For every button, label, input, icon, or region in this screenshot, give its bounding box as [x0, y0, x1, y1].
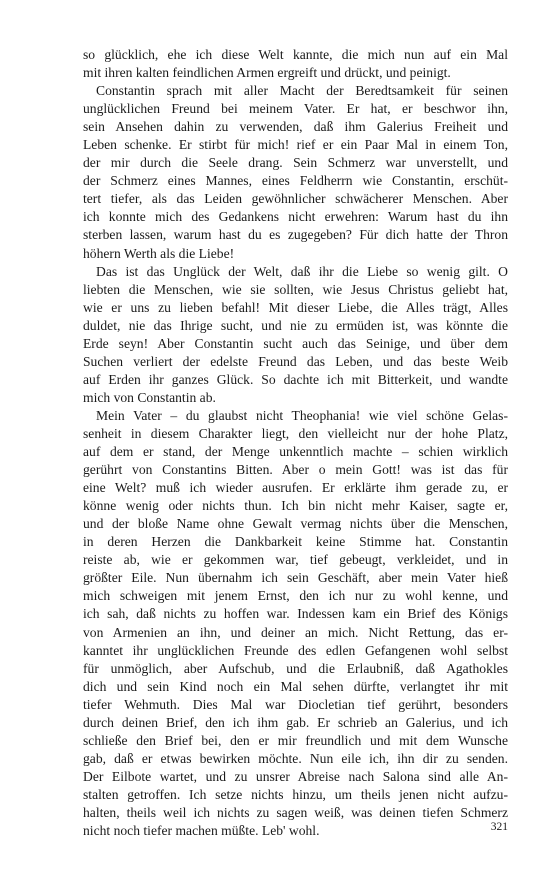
text-line: wie er uns zu lieben befahl! Mit dieser Liebe, die Alles trägt, Alles	[83, 299, 508, 315]
text-line: größter Eile. Nun übernahm ich sein Geschäft, aber mein Vater hieß	[83, 570, 508, 586]
text-line: könne wenig oder nichts thun. Ich bin nicht mehr Kaiser, sagte er,	[83, 498, 508, 514]
text-line: der mir durch die Seele drang. Sein Schmerz war unverstellt, und	[83, 155, 508, 171]
text-line: ich sah, daß nichts zu hoffen war. Indessen kam ein Brief des Königs	[83, 606, 508, 622]
text-line: ich konnte mich des Gedankens nicht erwehren: Warum hast du ihn	[83, 209, 508, 225]
text-line: so glücklich, ehe ich diese Welt kannte, die mich nun auf ein Mal	[83, 47, 508, 62]
text-line: Mein Vater – du glaubst nicht Theophania! wie viel schöne Gelas-	[96, 407, 508, 423]
text-line: sterben lassen, warum hast du es zugegeben? Für dich hatte der Thron	[83, 227, 508, 243]
text-line: von Armenien an ihn, und deiner an mich. Nicht Rettung, das er-	[83, 624, 508, 640]
page-number: 321	[490, 821, 508, 833]
text-line: der Schmerz eines Mannes, eines Feldherrn wie Constantin, erschüt-	[83, 173, 508, 189]
text-line: unglücklichen Freund bei meinem Vater. Er hat, er beschwor ihn,	[83, 101, 508, 117]
text-line: duldet, nie das Ihrige sucht, und nie zu ermüden ist, was könnte die	[83, 317, 508, 333]
text-line: kanntet ihr unglücklichen Freunde des edlen Gefangenen wohl selbst	[83, 642, 508, 658]
paragraph	[83, 46, 508, 82]
text-line: sein Ansehen dahin zu verwenden, daß ihm Galerius Freiheit und	[83, 119, 508, 135]
text-line: gerührt von Constantins Bitten. Aber o mein Gott! was ist das für	[83, 462, 508, 478]
text-line: senheit in diesem Charakter liegt, den vielleicht nur der hohe Platz,	[83, 425, 508, 441]
text-line: in deren Herzen die Dankbarkeit keine Stimme hat. Constantin	[83, 534, 508, 550]
text-line: durch deinen Brief, den ich ihm gab. Er schrieb an Galerius, und ich	[83, 714, 508, 730]
text-line: Das ist das Unglück der Welt, daß ihr die Liebe so wenig gilt. O	[96, 263, 508, 279]
text-line: tiefer Wehmuth. Dies Mal war Diocletian tief gerührt, besonders	[83, 696, 508, 712]
text-line: für unmöglich, aber Aufschub, und die Erlaubniß, daß Agathokles	[83, 660, 508, 676]
text-line: schließe den Brief bei, den er mir freundlich und mit dem Wunsche	[83, 732, 508, 748]
paragraph	[83, 263, 508, 407]
text-line: mit ihren kalten feindlichen Armen ergreift und drückt, und peinigt.	[83, 65, 451, 81]
text-line: liebten die Menschen, wie sie sollten, wie Jesus Christus geliebt hat,	[83, 281, 508, 297]
text-line: Erde seyn! Aber Constantin sucht auch das Seinige, und über dem	[83, 335, 508, 351]
paragraph	[83, 407, 508, 840]
text-line: mich schweigen mit jenem Ernst, den ich nur zu wohl kenne, und	[83, 588, 508, 604]
text-line: auf dem er stand, der Menge unkenntlich machte – schien wirklich	[83, 444, 508, 460]
text-line: und der bloße Name ohne Gewalt vermag nichts über die Menschen,	[83, 516, 508, 532]
text-line: dich und sein Kind noch ein Mal sehen dürfte, verlangtet ihr mit	[83, 678, 508, 694]
text-line: tert tiefer, als das Leiden gewöhnlicher schwächerer Menschen. Aber	[83, 191, 508, 207]
text-line: Suchen verliert der edelste Freund das Leben, und das beste Weib	[83, 353, 508, 369]
text-line: höhern Werth als die Liebe!	[83, 245, 235, 261]
text-line: reiste ab, wie er gekommen war, tief gebeugt, verkleidet, und in	[83, 552, 508, 568]
text-line: eine Welt? muß ich wieder ausrufen. Er erklärte ihm gerade zu, er	[83, 480, 508, 496]
text-line: gab, daß er etwas bewirken möchte. Nun eile ich, ihn dir zu senden.	[83, 750, 508, 766]
paragraph	[83, 82, 508, 262]
text-line: nicht noch tiefer machen müßte. Leb' wohl.	[83, 823, 320, 839]
text-line: mich von Constantin ab.	[83, 389, 216, 405]
text-line: halten, theils weil ich nichts zu sagen weiß, was deinen tiefen Schmerz	[83, 804, 508, 820]
text-line: auf Erden ihr ganzes Glück. So dachte ich mit Bitterkeit, und wandte	[83, 371, 508, 387]
text-line: stalten getroffen. Ich setze nichts hinzu, um theils jenen nicht aufzu-	[83, 786, 508, 802]
page-body	[83, 46, 508, 840]
text-line: Leben schenke. Er stirbt für mich! rief er ein Paar Mal in einem Ton,	[83, 137, 508, 153]
text-line: Constantin sprach mit aller Macht der Beredtsamkeit für seinen	[96, 83, 508, 99]
text-line: Der Eilbote wartet, und zu unsrer Abreise nach Salona sind alle An-	[83, 768, 508, 784]
